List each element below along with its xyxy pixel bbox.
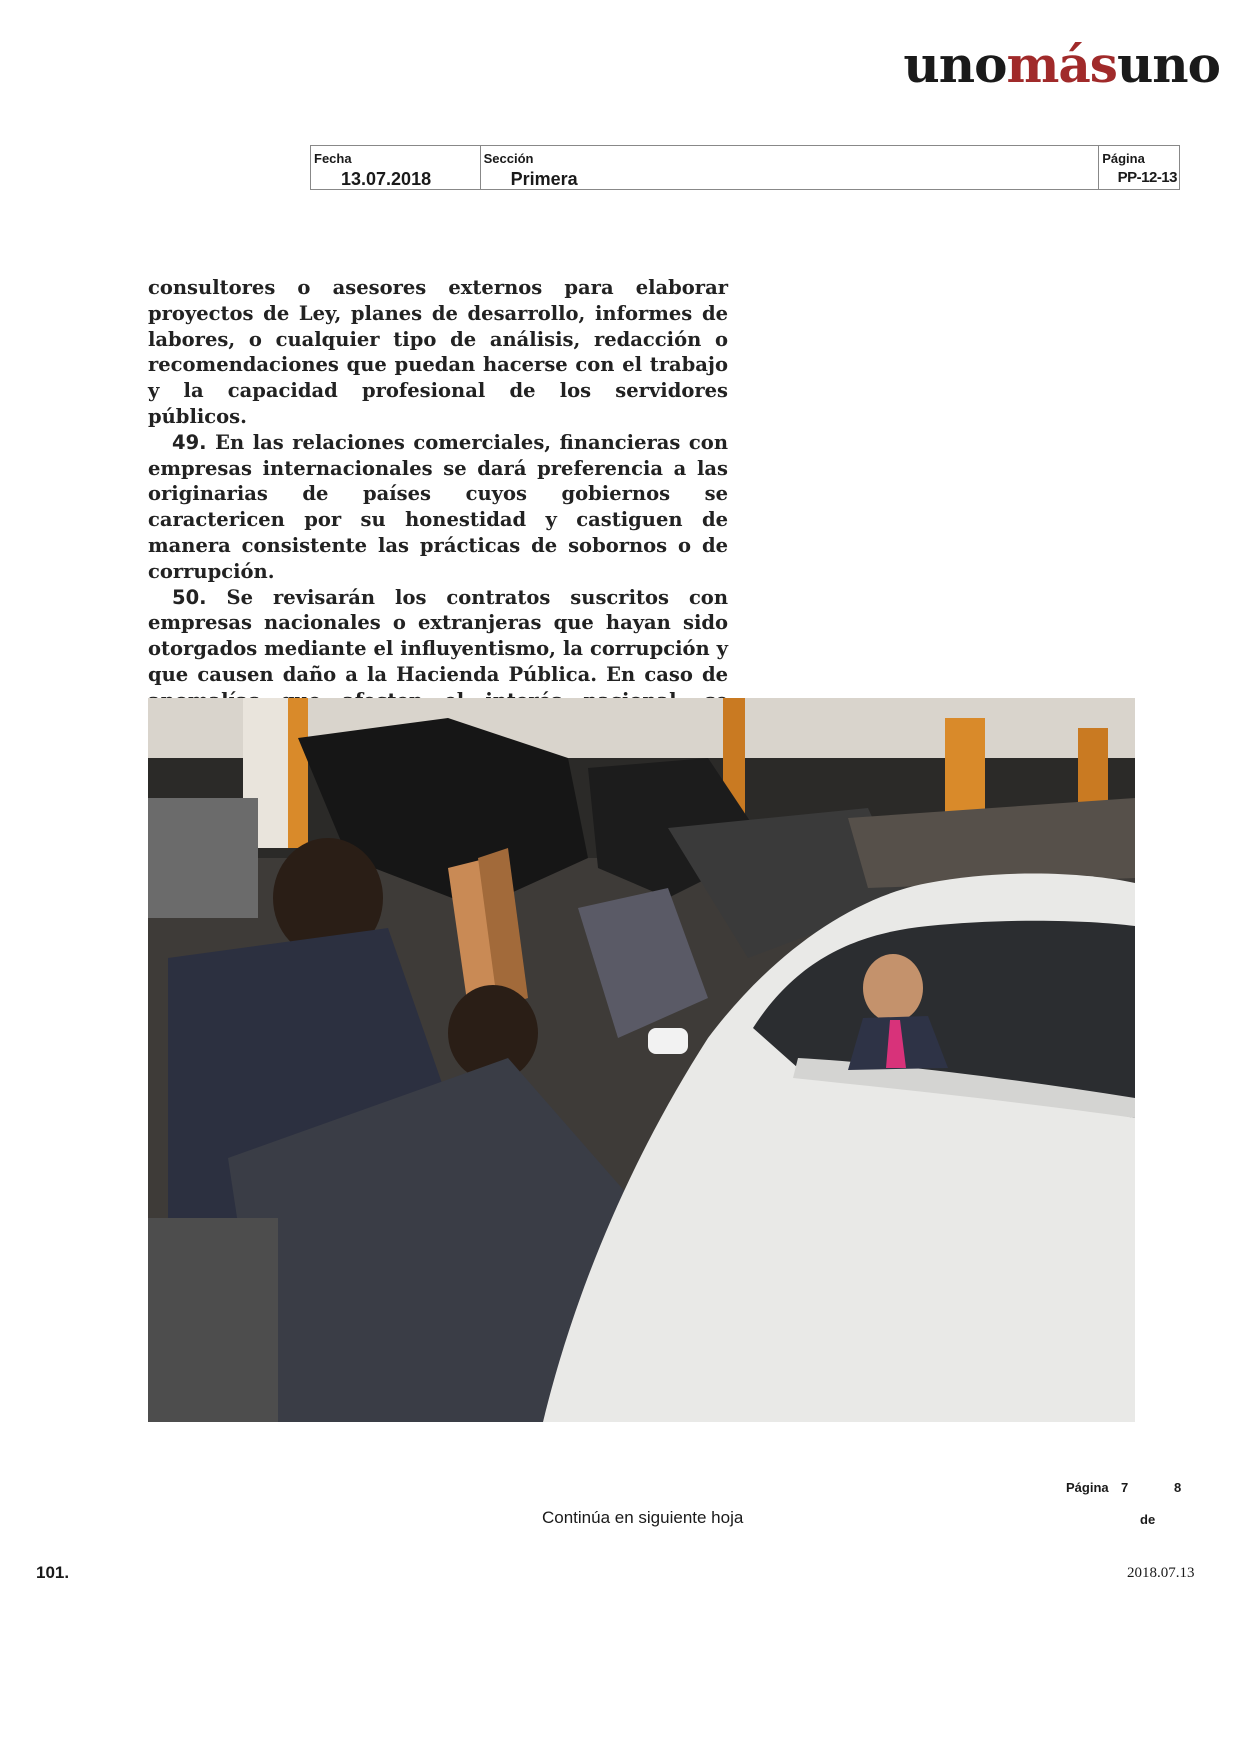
fecha-label: Fecha (314, 151, 352, 166)
page-current: 7 (1121, 1480, 1129, 1495)
seccion-cell (481, 146, 1100, 189)
seccion-label: Sección (483, 151, 534, 166)
article-item-49 (148, 430, 728, 585)
pagina-value: PP-12-13 (1117, 169, 1177, 186)
metadata-table (310, 145, 1180, 190)
continues-note: Continúa en siguiente hoja (542, 1508, 744, 1527)
article-body (148, 275, 728, 765)
item-number: 50. (172, 585, 207, 609)
photo-illustration (148, 698, 1135, 1422)
page-total: 8 (1174, 1480, 1182, 1495)
fecha-value: 13.07.2018 (341, 169, 432, 189)
item-text: Se revisarán los contratos suscritos con empresas nacionales o extranjeras que hayan sido otorgados mediante el influyentismo, la corrupción y que causen daño a la Hacienda Pública. En caso de (148, 585, 728, 686)
seccion-value: Primera (510, 169, 578, 189)
article-paragraph: consultores o asesores externos para elaborar proyectos de Ley, planes de desarrollo, informes de labores, o cualquier tipo de análisis, redacción o recomendaciones que puedan hacerse con el trabajo y la capacidad profesional de los servidores públicos. (148, 276, 728, 428)
masthead-logo (903, 35, 1220, 94)
logo-part1: uno (903, 35, 1007, 94)
page-label: Página (1066, 1480, 1109, 1495)
item-text: En las relaciones comerciales, financieras con empresas internacionales se dará preferencia a las originarias de países cuyos gobiernos se caractericen por su honestidad y castiguen de manera consistente las prácticas de sobornos o de corrupción. (148, 430, 728, 583)
footer-date: 2018.07.13 (1127, 1565, 1195, 1581)
logo-part2: uno (1116, 35, 1220, 94)
page-de-label: de (1140, 1512, 1156, 1527)
pagina-cell (1099, 146, 1179, 189)
item-number: 49. (172, 430, 207, 454)
item-number-footer: 101. (36, 1563, 70, 1582)
news-photo (148, 698, 1135, 1422)
logo-accent: más (1006, 35, 1117, 94)
pagina-label: Página (1102, 151, 1145, 166)
fecha-cell (311, 146, 481, 189)
